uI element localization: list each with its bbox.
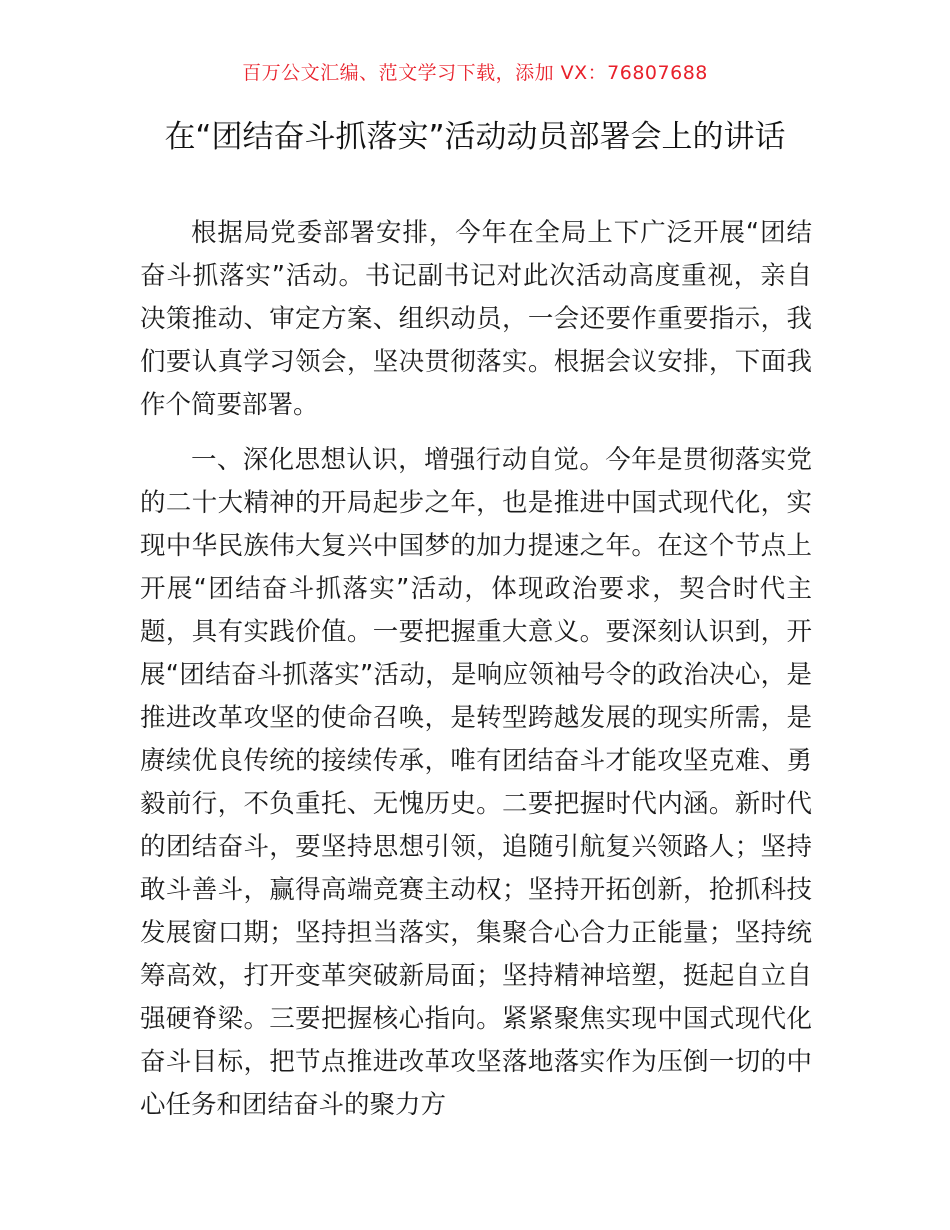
document-body bbox=[140, 212, 812, 1139]
paragraph-section-one: 一、深化思想认识，增强行动自觉。今年是贯彻落实党的二十大精神的开局起步之年，也是推进中国式现代化，实现中华民族伟大复兴中国梦的加力提速之年。在这个节点上开展“团结奋斗抓落实”活动，体现政治要求，契合时代主题，具有实践价值。一要把握重大意义。要深刻认识到，开展“团结奋斗抓落实”活动，是响应领袖号令的政治决心，是推进改革攻坚的使命召唤，是转型跨越发展的现实所需，是赓续优良传统的接续传承，唯有团结奋斗才能攻坚克难、勇毅前行，不负重托、无愧历史。二要把握时代内涵。新时代的团结奋斗，要坚持思想引领，追随引航复兴领路人；坚持敢斗善斗，赢得高端竞赛主动权；坚持开拓创新，抢抓科技发展窗口期；坚持担当落实，集聚合心合力正能量；坚持统筹高效，打开变革突破新局面；坚持精神培塑，挺起自立自强硬脊梁。三要把握核心指向。紧紧聚焦实现中国式现代化奋斗目标，把节点推进改革攻坚落地落实作为压倒一切的中心任务和团结奋斗的聚力方 bbox=[140, 445, 812, 1120]
document-title: 在“团结奋斗抓落实”活动动员部署会上的讲话 bbox=[164, 119, 786, 155]
promo-banner: 百万公文汇编、范文学习下载，添加 VX：76807688 bbox=[242, 62, 708, 84]
paragraph-intro: 根据局党委部署安排，今年在全局上下广泛开展“团结奋斗抓落实”活动。书记副书记对此次活动高度重视，亲自决策推动、审定方案、组织动员，一会还要作重要指示，我们要认真学习领会，坚决贯彻落实。根据会议安排，下面我作个简要部署。 bbox=[140, 218, 812, 420]
